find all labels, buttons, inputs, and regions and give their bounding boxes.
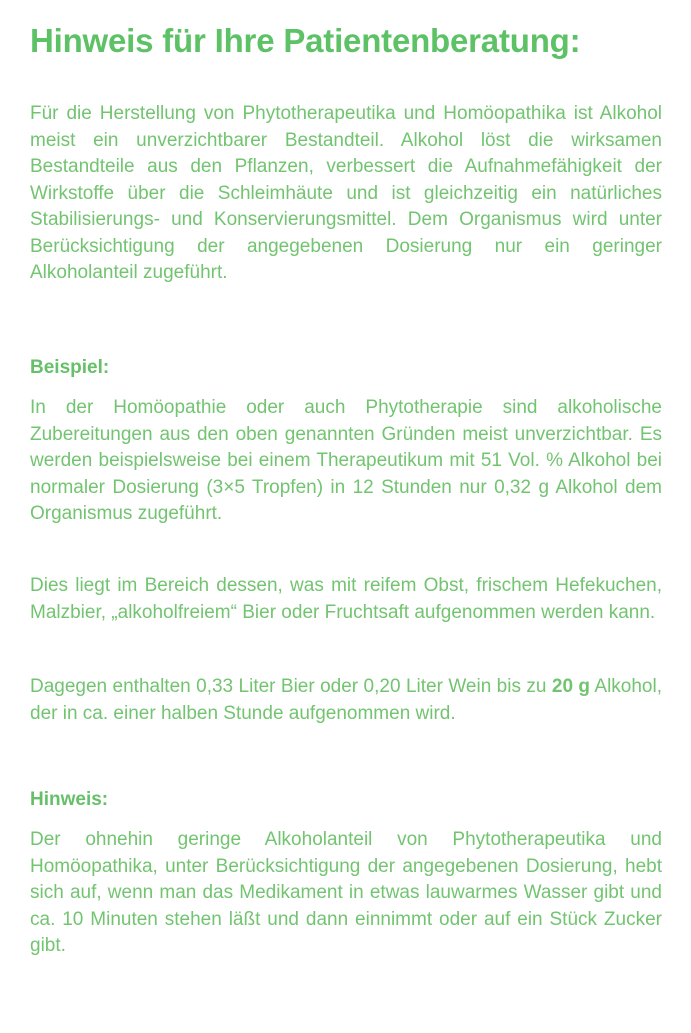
beispiel-paragraph-3 — [30, 674, 662, 727]
intro-paragraph: Für die Herstellung von Phytotherapeutika und Homöopathika ist Alkohol meist ein unverzichtbarer Bestandteil. Alkohol löst die wirksamen Bestandteile aus den Pflanzen, verbessert die Aufnahmefähigkeit der Wirkstoffe über die Schleimhäute und ist gleichzeitig ein natürliches Stabilisierungs- und Konservierungsmittel. Dem Organismus wird unter Berücksichtigung der angegebenen Dosierung nur ein geringer Alkoholanteil zugeführt. — [30, 103, 662, 283]
page-title: Hinweis für Ihre Patientenberatung: — [30, 22, 581, 59]
beispiel-heading: Beispiel: — [30, 357, 110, 378]
beispiel-p3-bold-amount: 20 g — [551, 676, 591, 697]
beispiel-p3-end: Alkohol, der in ca. einer halben Stunde aufgenommen wird. — [30, 676, 662, 724]
beispiel-paragraph-2: Dies liegt im Bereich dessen, was mit reifem Obst, frischem Hefekuchen, Malzbier, „alkoholfreiem“ Bier oder Fruchtsaft aufgenommen werden kann. — [30, 575, 662, 623]
beispiel-p3-start: Dagegen enthalten 0,33 Liter Bier oder 0,20 Liter Wein bis zu — [30, 676, 552, 697]
hinweis-paragraph: Der ohnehin geringe Alkoholanteil von Phytotherapeutika und Homöopathika, unter Berücksichtigung der angegebenen Dosierung, hebt sich auf, wenn man das Medikament in etwas lauwarmes Wasser gibt und ca. 10 Minuten stehen läßt und dann einnimmt oder auf ein Stück Zucker gibt. — [30, 829, 662, 956]
beispiel-paragraph-1: In der Homöopathie oder auch Phytotherapie sind alkoholische Zubereitungen aus den oben genannten Gründen meist unverzichtbar. Es werden beispielsweise bei einem Therapeutikum mit 51 Vol. % Alkohol bei normaler Dosierung (3×5 Tropfen) in 12 Stunden nur 0,32 g Alkohol dem Organismus zugeführt. — [30, 397, 662, 524]
hinweis-heading: Hinweis: — [30, 789, 109, 810]
